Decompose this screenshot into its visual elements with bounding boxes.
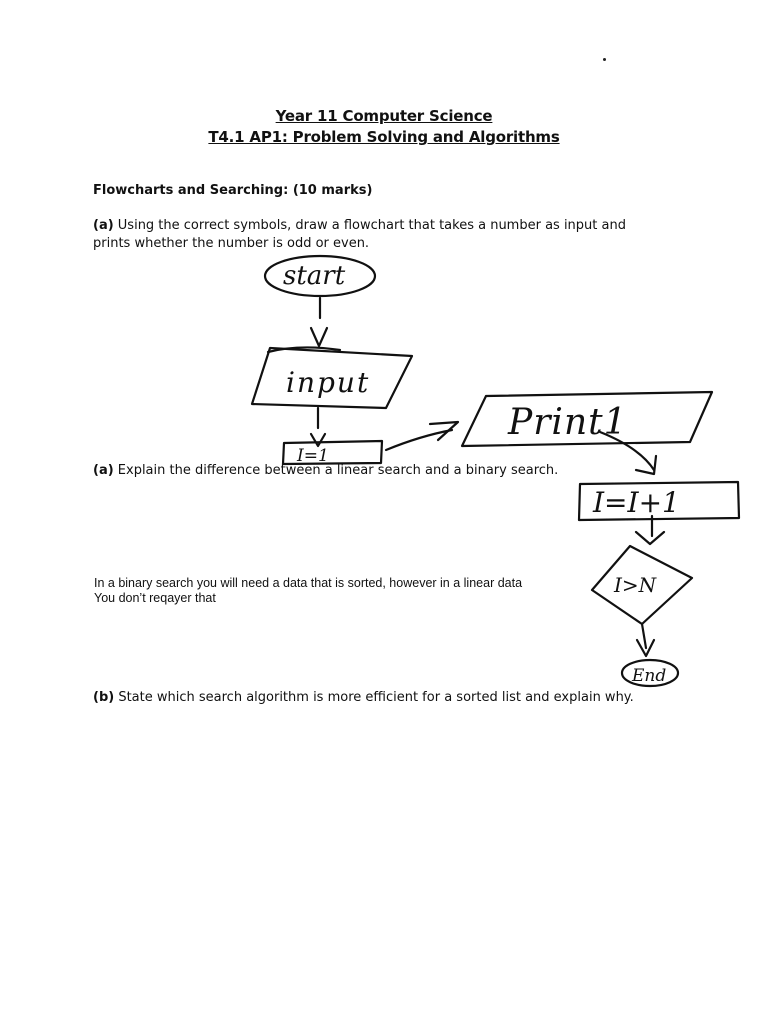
arrow-head [311,328,327,346]
question-label: (b) [93,690,115,705]
question-label: (a) [93,218,114,233]
input-label: input [286,366,371,399]
init-label: I=1 [297,446,329,466]
question-text: Explain the difference between a linear search and a binary search. [113,463,559,478]
condition-label: I>N [614,573,657,597]
question-text: State which search algorithm is more efficient for a sorted list and explain why. [114,690,634,705]
arrow-head [311,434,325,446]
question-label: (a) [93,463,114,478]
typed-answer [94,576,564,606]
question-a-search-difference [93,462,653,480]
section-heading: Flowcharts and Searching: (10 marks) [93,183,373,198]
connector-init-print [386,430,452,450]
print-label: Print1 [508,402,628,443]
document-title: Year 11 Computer Science [275,107,493,125]
increment-label: I=I+1 [593,486,680,519]
arrow-head [636,532,664,544]
question-text: Using the correct symbols, draw a flowchart that takes a number as input and prints whether the number is odd or even. [93,218,626,251]
answer-line-1: In a binary search you will need a data that is sorted, however in a linear data [94,576,523,590]
end-label: End [632,666,667,686]
connector-condition-end [642,624,646,648]
start-label: start [283,261,346,291]
document-subtitle: T4.1 AP1: Problem Solving and Algorithms [208,128,560,146]
question-b-efficiency [93,689,693,707]
answer-line-2: You don’t reqayer that [94,591,216,605]
